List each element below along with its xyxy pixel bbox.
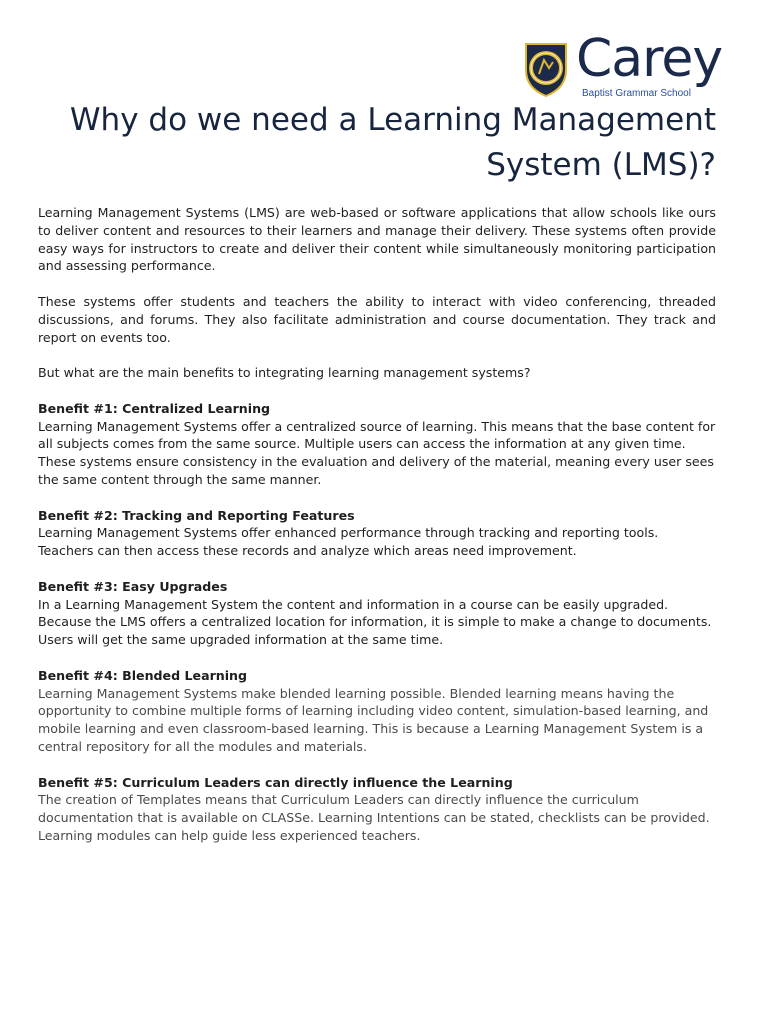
benefit-4-body: Learning Management Systems make blended learning possible. Blended learning means having the opportunity to combine multiple forms of learning including video content, simulation-based learning, and mobile learning and even classroom-based learning. This is because a Learning Management System is a central repository for all the modules and materials.: [38, 685, 709, 754]
benefit-4-heading: Benefit #4: Blended Learning: [38, 667, 248, 683]
page-title: Why do we need a Learning Management System (LMS)?: [69, 102, 716, 183]
benefit-5: [38, 774, 716, 845]
benefit-1-body: Learning Management Systems offer a centralized source of learning. This means that the base content for all subjects comes from the same source. Multiple users can access the information at any given time. These systems ensure consistency in the evaluation and delivery of the material, meaning every user sees the same content through the same manner.: [38, 418, 716, 487]
benefit-2: [38, 507, 716, 560]
benefits-question: But what are the main benefits to integrating learning management systems?: [38, 365, 531, 381]
benefit-2-heading: Benefit #2: Tracking and Reporting Features: [38, 507, 355, 523]
benefit-5-body: The creation of Templates means that Curriculum Leaders can directly influence the curriculum documentation that is available on CLASSe. Learning Intentions can be stated, checklists can be provided. Learning modules can help guide less experienced teachers.: [38, 792, 710, 843]
school-crest-icon: [520, 40, 572, 98]
benefit-4: [38, 667, 716, 756]
benefit-5-heading: Benefit #5: Curriculum Leaders can directly influence the Learning: [38, 774, 513, 790]
benefit-2-body: Learning Management Systems offer enhanced performance through tracking and reporting tools. Teachers can then access these records and analyze which areas need improvement.: [38, 525, 659, 559]
benefit-3-body: In a Learning Management System the content and information in a course can be easily upgraded. Because the LMS offers a centralized location for information, it is simple to make a change to documents. Users will get the same upgraded information at the same time.: [38, 596, 712, 648]
logo-wordmark: Carey: [576, 29, 723, 89]
benefit-3-heading: Benefit #3: Easy Upgrades: [38, 578, 228, 594]
intro-paragraph-1: Learning Management Systems (LMS) are web-based or software applications that allow schools like ours to deliver content and resources to their learners and manage their delivery. These systems often provide easy ways for instructors to create and deliver their content while simultaneously monitoring participation and assessing performance.: [38, 205, 716, 274]
logo-subtitle: Baptist Grammar School: [582, 88, 691, 99]
benefit-3: [38, 578, 716, 649]
benefit-1-heading: Benefit #1: Centralized Learning: [38, 400, 271, 416]
intro-paragraph-2: These systems offer students and teachers the ability to interact with video conferencing, threaded discussions, and forums. They also facilitate administration and course documentation. They track and report on events too.: [38, 293, 716, 345]
document-body: [38, 204, 716, 862]
benefit-1: [38, 400, 716, 489]
carey-logo: [520, 29, 723, 100]
